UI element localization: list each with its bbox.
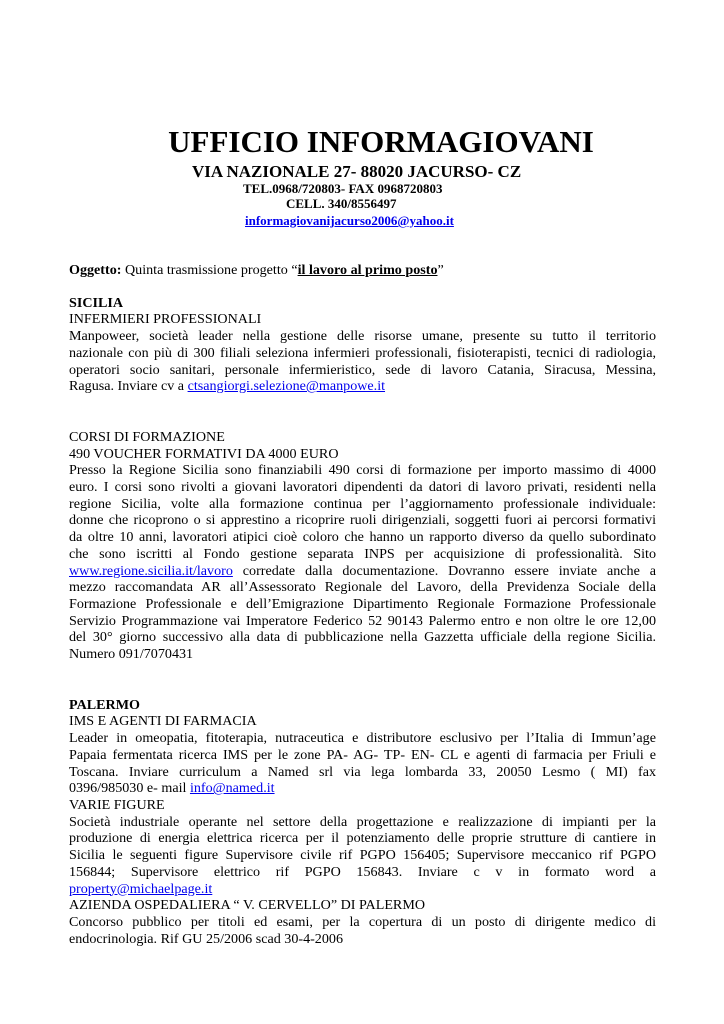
corsi-line: del 30° giorno successivo alla data di pubblicazione nella Gazzetta ufficiale della regione Sicilia. (69, 629, 656, 646)
sicilia-line-text: Ragusa. Inviare cv a (69, 378, 188, 395)
varie-email-link[interactable]: property@michaelpage.it (69, 880, 213, 897)
varie-line: Sicilia le seguenti figure Supervisore civile rif PGPO 156405; Supervisore meccanico rif PGPO (69, 847, 656, 864)
oggetto-text: Quinta trasmissione progetto “ (121, 262, 298, 278)
oggetto-close-quote: ” (437, 262, 444, 278)
corsi-line: che sono iscritti al Fondo gestione separata INPS per acquisizione di professionalità. Sito (69, 545, 656, 562)
corsi-line: da oltre 10 anni, lavoratori atipici cioè coloro che hanno un rapporto diverso da quello subordinato (69, 529, 656, 546)
sicilia-email-link[interactable]: ctsangiorgi.selezione@manpowe.it (187, 378, 386, 395)
header-address: VIA NAZIONALE 27- 88020 JACURSO- CZ (192, 162, 522, 181)
ims-heading: IMS E AGENTI DI FARMACIA (69, 713, 257, 730)
varie-heading: VARIE FIGURE (69, 796, 165, 813)
ims-line: Papaia fermentata ricerca IMS per le zone PA- AG- TP- EN- CL e agenti di farmacia per Friuli e (69, 746, 656, 763)
ims-email-link[interactable]: info@named.it (189, 780, 275, 797)
corsi-line: Presso la Regione Sicilia sono finanziabili 490 corsi di formazione per importo massimo di 4000 (69, 462, 656, 479)
sicilia-line: nazionale con più di 300 filiali seleziona infermieri professionali, fisioterapisti, tecnici di radiologia, (69, 344, 656, 361)
ims-line: Leader in omeopatia, fitoterapia, nutraceutica e distributore esclusivo per l’Italia di Immun’age (69, 730, 656, 747)
corsi-heading: CORSI DI FORMAZIONE (69, 428, 225, 445)
sicilia-line: Manpoweer, società leader nella gestione delle risorse umane, presente su tutto il territorio (69, 328, 656, 345)
corsi-line (69, 563, 656, 580)
corsi-line: mezzo raccomandata AR all’Assessorato Regionale del Lavoro, della Previdenza Sociale della (69, 579, 656, 596)
header-cell: CELL. 340/8556497 (286, 196, 397, 211)
page-title: UFFICIO INFORMAGIOVANI (168, 124, 594, 159)
ims-line (69, 780, 656, 797)
section-sicilia: SICILIA (69, 294, 124, 311)
corsi-site-link[interactable]: www.regione.sicilia.it/lavoro (69, 562, 233, 579)
oggetto-line (69, 262, 656, 279)
corsi-line: regione Sicilia, volte alla formazione continua per l’aggiornamento professionale individuale: (69, 495, 656, 512)
varie-line: 156844; Supervisore elettrico rif PGPO 156843. Inviare c v in formato word a (69, 863, 656, 880)
corsi-line: euro. I corsi sono rivolti a giovani lavoratori dipendenti da datori di lavoro privati, residenti nella (69, 479, 656, 496)
ims-line-text: 0396/985030 e- mail (69, 780, 190, 797)
azienda-line: endocrinologia. Rif GU 25/2006 scad 30-4-2006 (69, 930, 343, 947)
sicilia-line: operatori socio sanitari, personale infermieristico, sede di lavoro Catania, Siracusa, Messina, (69, 361, 656, 378)
azienda-heading: AZIENDA OSPEDALIERA “ V. CERVELLO” DI PALERMO (69, 897, 426, 914)
header-phone-fax: TEL.0968/720803- FAX 0968720803 (243, 181, 443, 196)
corsi-subheading: 490 VOUCHER FORMATIVI DA 4000 EURO (69, 445, 339, 462)
corsi-line: Servizio Programmazione vai Imperatore Federico 52 90143 Palermo entro e non oltre le ore 12,00 (69, 612, 656, 629)
corsi-line-text: corredate dalla documentazione. Dovranno essere inviate anche a (232, 562, 656, 579)
section-palermo: PALERMO (69, 696, 140, 713)
ims-line: Toscana. Inviare curriculum a Named srl via lega lombarda 33, 20050 Lesmo ( MI) fax (69, 763, 656, 780)
oggetto-label: Oggetto: (69, 262, 122, 278)
sicilia-role: INFERMIERI PROFESSIONALI (69, 311, 262, 328)
header-email-link[interactable]: informagiovanijacurso2006@yahoo.it (245, 213, 454, 228)
varie-line: produzione di energia elettrica ricerca per il potenziamento delle proprie strutture di cantiere in (69, 830, 656, 847)
sicilia-line (69, 378, 656, 395)
azienda-line: Concorso pubblico per titoli ed esami, per la copertura di un posto di dirigente medico di (69, 913, 656, 930)
document-body (69, 262, 656, 947)
oggetto-project: il lavoro al primo posto (297, 262, 438, 278)
varie-line: Società industriale operante nel settore della progettazione e realizzazione di impianti per la (69, 813, 656, 830)
corsi-line: donne che ricoprono o si apprestino a ricoprire ruoli dirigenziali, soggetti fuori ai percorsi formativi (69, 512, 656, 529)
corsi-phone: Numero 091/7070431 (69, 646, 194, 663)
corsi-line: Formazione Professionale e dell’Emigrazione Dipartimento Regionale Formazione Professionale (69, 595, 656, 612)
